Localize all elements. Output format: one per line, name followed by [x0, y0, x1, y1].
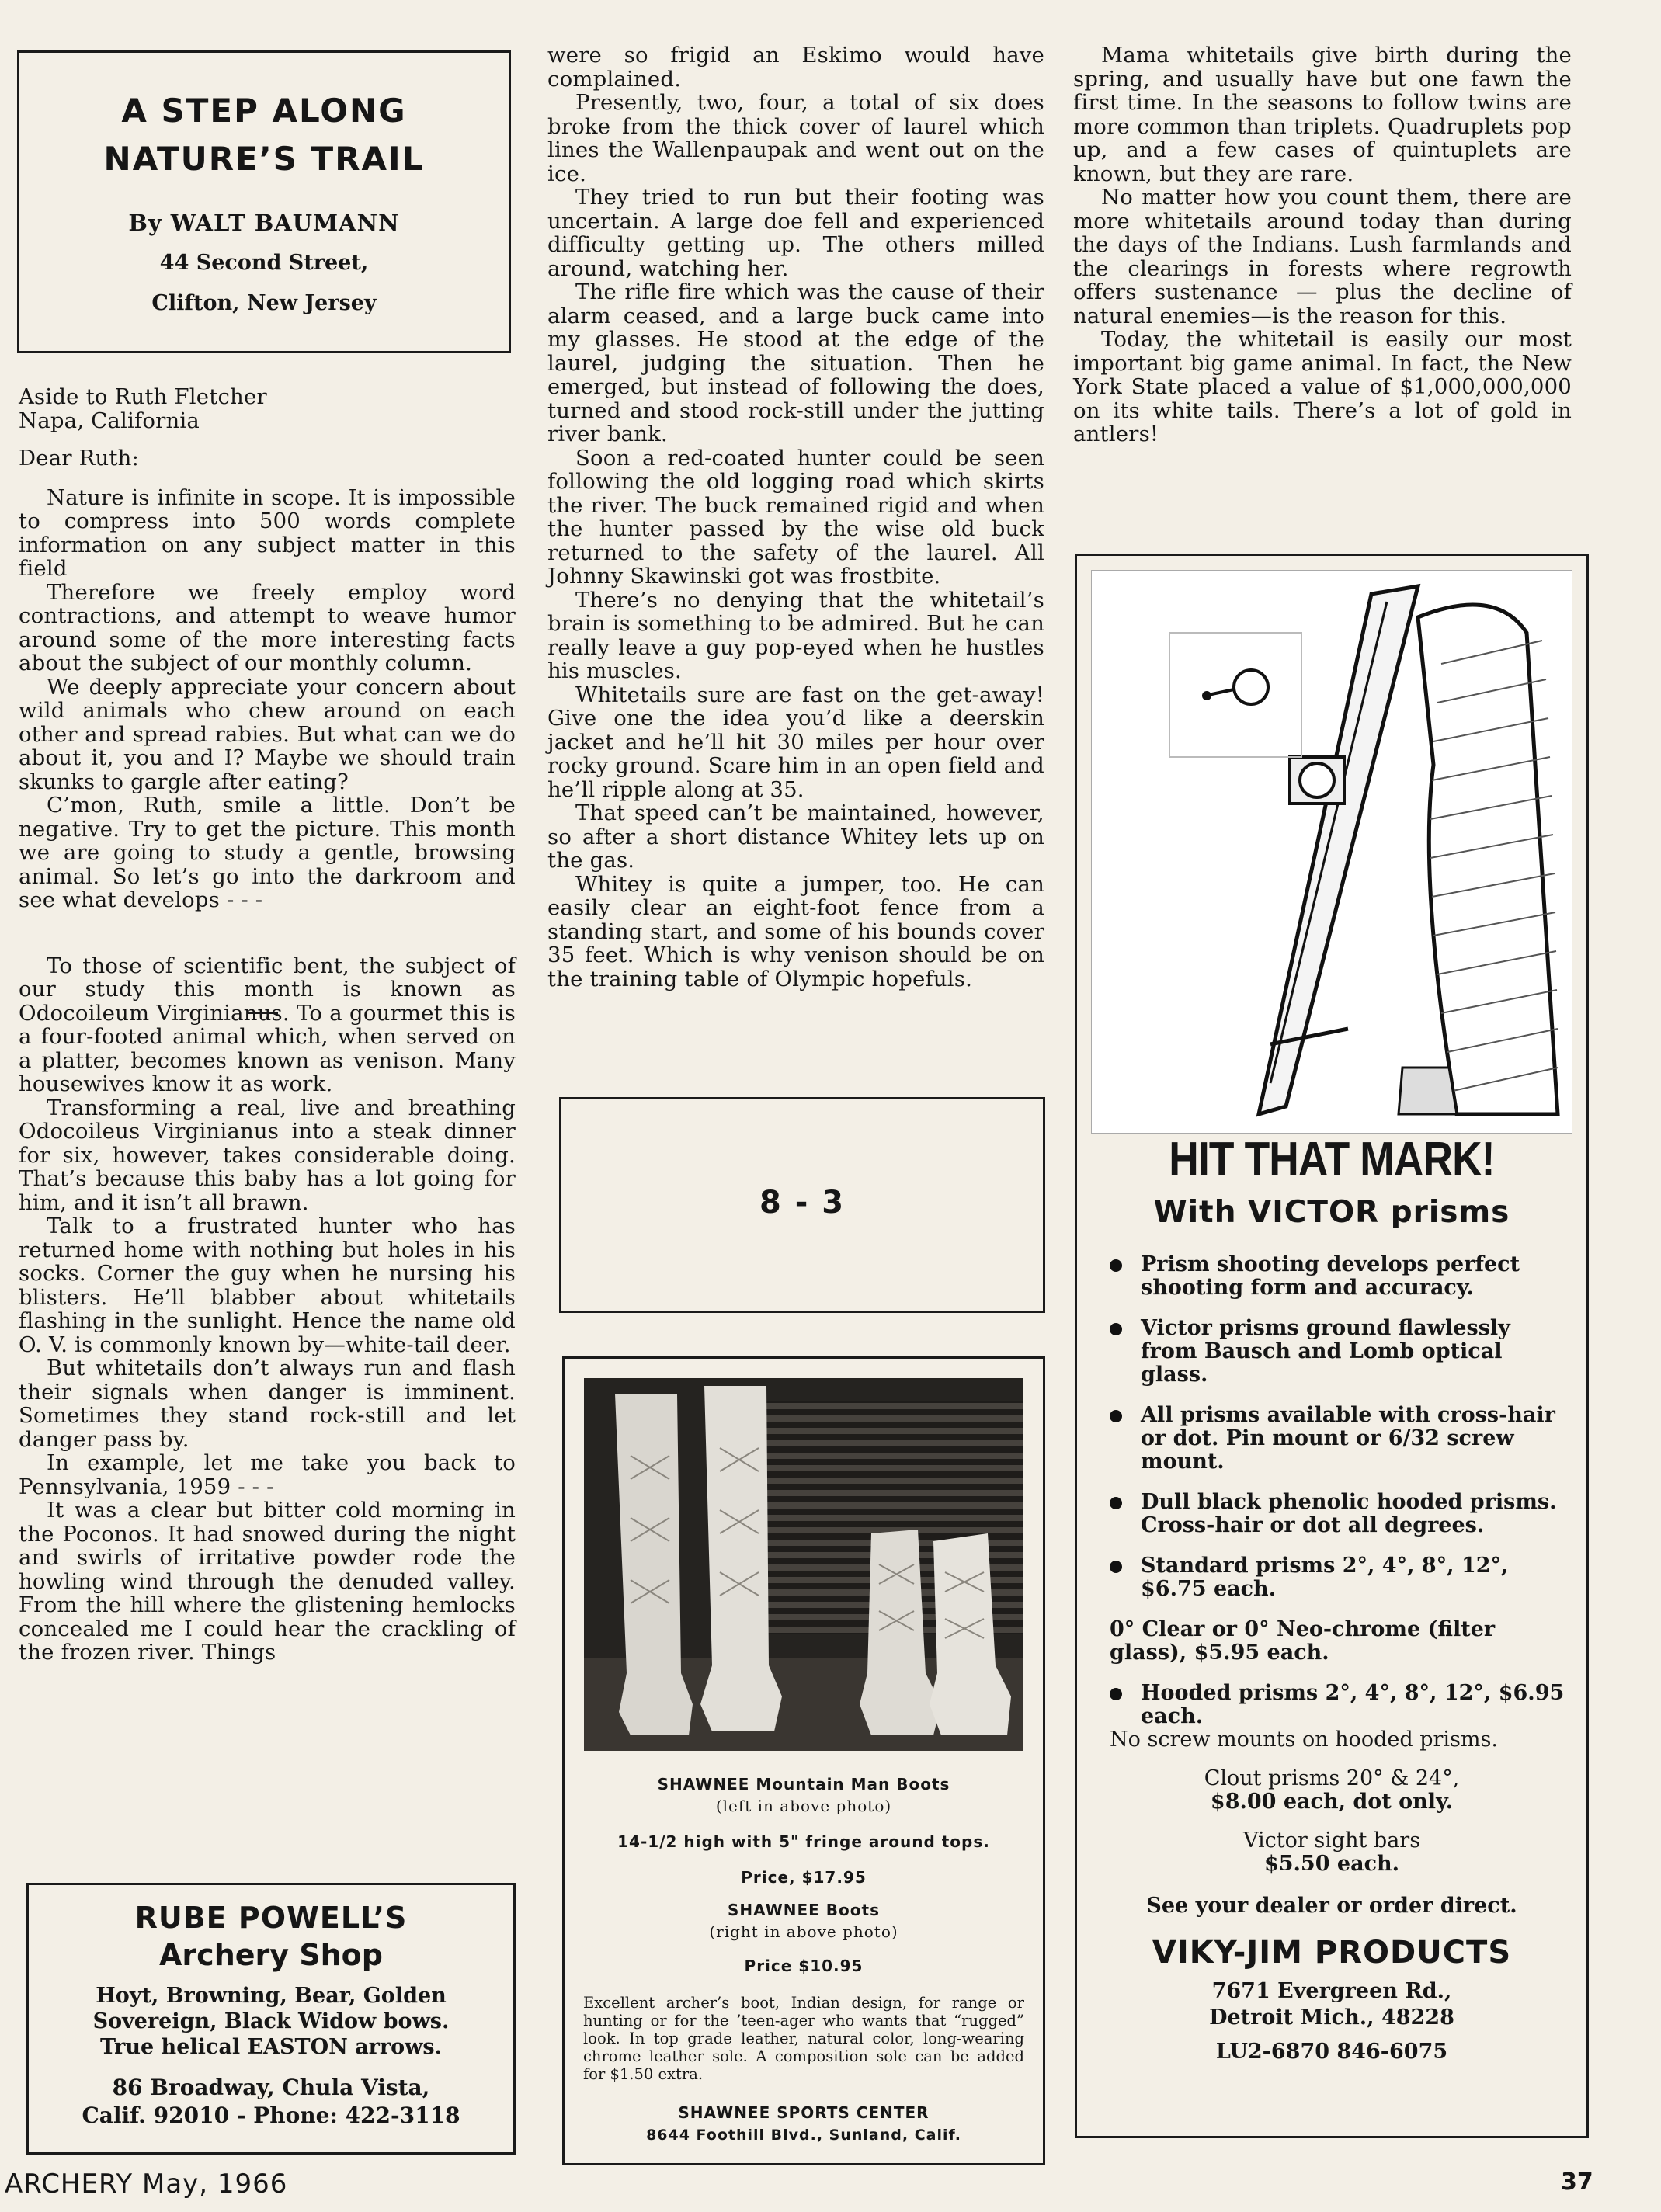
paragraph: Transforming a real, live and breathing Odocoileus Virginianus into a steak dinner for six, however, takes considerable doing. That’s because this baby has a lot going for him, and it isn’t all brawn. [19, 1095, 516, 1215]
paragraph: It was a clear but bitter cold morning in the Poconos. It had snowed during the night and swirls of irritative powder rode the howling wind through the denuded valley. From the hill where the glistening hemlocks concealed me I could hear the crackling of the frozen river. Things [19, 1498, 516, 1665]
aside-location: Napa, California [19, 408, 200, 433]
paragraph: There’s no denying that the whitetail’s brain is something to be admired. But he can really leave a guy pop-eyed when he hustles his muscles. [547, 587, 1044, 683]
paragraph: C’mon, Ruth, smile a little. Don’t be negative. Try to get the picture. This month we are going to study a gentle, browsing animal. So let’s go into the darkroom and see what develops - - - [19, 793, 516, 912]
author-address-1: 44 Second Street, [159, 251, 369, 275]
article-title-line-2: NATURE’S TRAIL [103, 140, 425, 178]
rube-ad-phone: Calif. 92010 - Phone: 422-3118 [82, 2103, 460, 2128]
victor-prisms-ad [1075, 554, 1589, 2138]
paragraph: The rifle fire which was the cause of their alarm ceased, and a large buck came into my glasses. He stood at the edge of the laurel, judging the situation. Then he emerged, but instead of following the does, turned and stood rock-still under the jutting river bank. [547, 280, 1044, 446]
rube-ad-name: RUBE POWELL’S [134, 1901, 408, 1935]
paragraph: To those of scientific bent, the subject of our study this month is known as Odocoileum Virginianus. To a gourmet this is a four-footed animal which, when served on a platter, becomes known as venison. Many housewives know it as work. [19, 953, 516, 1096]
paragraph: They tried to run but their footing was uncertain. A large doe fell and experienced difficulty getting up. The others milled around, watching her. [547, 185, 1044, 281]
company-phones: LU2-6870 846-6075 [1215, 2040, 1448, 2064]
boots-photo [584, 1378, 1023, 1751]
boots-caption-1: SHAWNEE Mountain Man Boots [657, 1775, 950, 1794]
victor-bullet-text: Hooded prisms 2°, 4°, 8°, 12°, $6.95 each. [1141, 1681, 1565, 1728]
sight-bars: Victor sight bars [1242, 1828, 1421, 1853]
paragraph: Today, the whitetail is easily our most important big game animal. In fact, the New York State placed a value of $1,000,000,000 on its white tails. There’s a lot of gold in antlers! [1073, 327, 1572, 446]
paragraph: Presently, two, four, a total of six does broke from the thick cover of laurel which lines the Wallenpaupak and went out on the ice. [547, 90, 1044, 186]
boots-price-2: Price $10.95 [744, 1957, 864, 1975]
bullet-icon [1110, 1410, 1122, 1422]
company-address-1: 7671 Evergreen Rd., [1211, 1979, 1452, 2003]
placeholder-box [559, 1097, 1045, 1313]
victor-headline: HIT THAT MARK! [1169, 1133, 1495, 1186]
clout-prisms: Clout prisms 20° & 24°, [1204, 1766, 1460, 1790]
bullet-icon [1110, 1323, 1122, 1335]
bow-sight-illustration [1092, 571, 1573, 1134]
rube-powell-ad [26, 1883, 516, 2155]
article-title-box [17, 50, 511, 353]
paragraph: But whitetails don’t always run and flash their signals when danger is imminent. Sometimes they stand rock-still and let danger pass by. [19, 1356, 516, 1452]
clout-price: $8.00 each, dot only. [1210, 1790, 1454, 1814]
victor-bullet-text: Victor prisms ground flawlessly from Bausch and Lomb optical glass. [1141, 1316, 1510, 1387]
victor-line-text: 0° Clear or 0° Neo-chrome (filter glass), $5.95 each. [1110, 1617, 1496, 1665]
bullet-icon [1110, 1497, 1122, 1509]
victor-bullet-text: Prism shooting develops perfect shooting form and accuracy. [1141, 1252, 1520, 1300]
paragraph: Whitey is quite a jumper, too. He can easily clear an eight-foot fence from a standing start, and some of his bounds cover 35 feet. Which is why venison should be on the training table of Olympic hopefuls. [547, 871, 1044, 991]
victor-bullet-text: Dull black phenolic hooded prisms. Cross-hair or dot all degrees. [1141, 1490, 1557, 1537]
article-column-1 [19, 385, 516, 1665]
bullet-icon [1110, 1688, 1122, 1700]
greeting: Dear Ruth: [19, 446, 140, 471]
boots-description: Excellent archer’s boot, Indian design, for range or hunting or for the ’teen-ager who wants that “rugged” look. In top grade leather, natural color, long-wearing chrome leather sole. A composition sole can be added for $1.50 extra. [583, 1994, 1024, 2083]
paragraph: Nature is infinite in scope. It is impossible to compress into 500 words complete information on any subject matter in this field [19, 484, 516, 581]
victor-bullet-text: All prisms available with cross-hair or dot. Pin mount or 6/32 screw mount. [1141, 1403, 1555, 1474]
page-number: 37 [1561, 2169, 1593, 2196]
victor-bullet [1077, 1317, 1586, 1387]
company-address-2: Detroit Mich., 48228 [1209, 2005, 1454, 2030]
paragraph: We deeply appreciate your concern about wild animals who chew around on each other and spread rabies. But what can we do about it, you and I? Maybe we should train skunks to gargle after eating? [19, 674, 516, 794]
victor-bullet [1077, 1554, 1586, 1601]
victor-bullet [1077, 1404, 1586, 1474]
bullet-icon [1110, 1259, 1122, 1272]
paragraph: That speed can’t be maintained, however, so after a short distance Whitey lets up on the gas. [547, 800, 1044, 873]
rube-ad-shop: Archery Shop [159, 1938, 383, 1972]
company-name: VIKY-JIM PRODUCTS [1152, 1935, 1512, 1971]
paragraph: In example, let me take you back to Pennsylvania, 1959 - - - [19, 1450, 516, 1499]
boots-caption-2: SHAWNEE Boots [728, 1901, 880, 1919]
victor-bullet [1077, 1682, 1586, 1728]
victor-bullet [1077, 1253, 1586, 1300]
boots-caption-1-note: (left in above photo) [715, 1797, 892, 1815]
aside-name: Aside to Ruth Fletcher [19, 384, 267, 409]
store-address: 8644 Foothill Blvd., Sunland, Calif. [646, 2127, 961, 2144]
author-address-2: Clifton, New Jersey [151, 291, 377, 315]
paragraph: No matter how you count them, there are more whitetails around today than during the days of the Indians. Lush farmlands and the clearings in forests where regrowth offers sustenance — plus the decline of natural enemies—is the reason for this. [1073, 185, 1572, 328]
paragraph: Mama whitetails give birth during the spring, and usually have but one fawn the first time. In the seasons to follow twins are more common than triplets. Quadruplets pop up, and a few cases of quintuplets are known, but they are rare. [1073, 43, 1572, 186]
bullet-icon [1110, 1561, 1122, 1573]
boots-illustration [584, 1378, 1023, 1751]
victor-bullet [1077, 1491, 1586, 1537]
bow-sight-diagram [1091, 570, 1572, 1134]
rube-ad-address: 86 Broadway, Chula Vista, [112, 2075, 430, 2100]
paragraph: Soon a red-coated hunter could be seen following the old logging road which skirts the river. The buck remained rigid and when the hunter passed by the wise old buck returned to the safety of the laurel. All Johnny Skawinski got was frostbite. [547, 445, 1044, 589]
article-column-3 [1073, 43, 1572, 446]
rube-ad-line: Sovereign, Black Widow bows. [92, 2009, 450, 2033]
rube-ad-line: Hoyt, Browning, Bear, Golden [96, 1984, 447, 2008]
victor-bullet-text: Standard prisms 2°, 4°, 8°, 12°, $6.75 each. [1141, 1554, 1509, 1601]
article-column-2 [547, 43, 1044, 991]
rube-ad-line: True helical EASTON arrows. [100, 2035, 442, 2059]
byline: By WALT BAUMANN [128, 210, 400, 236]
paragraph: Talk to a frustrated hunter who has returned home with nothing but holes in his socks. Corner the guy when he nursing his blisters. He’ll blabber about whitetails flashing in the sunlight. Hence the name old O. V. is commonly known by—white-tail deer. [19, 1214, 516, 1357]
section-divider [247, 1012, 278, 1014]
store-name: SHAWNEE SPORTS CENTER [678, 2103, 930, 2122]
boots-price-1: Price, $17.95 [741, 1868, 867, 1887]
shawnee-boots-ad [562, 1356, 1045, 2165]
boots-height-note: 14-1/2 high with 5" fringe around tops. [617, 1832, 990, 1851]
box-label: 8 - 3 [759, 1185, 846, 1221]
boots-caption-2-note: (right in above photo) [709, 1922, 898, 1941]
hooded-note: No screw mounts on hooded prisms. [1110, 1728, 1498, 1752]
sight-bars-price: $5.50 each. [1263, 1852, 1400, 1876]
victor-subhead: With VICTOR prisms [1153, 1195, 1510, 1230]
paragraph: Therefore we freely employ word contractions, and attempt to weave humor around some of the more interesting facts about the subject of our monthly column. [19, 579, 516, 675]
article-title-line-1: A STEP ALONG [121, 92, 407, 130]
paragraph: Whitetails sure are fast on the get-away! Give one the idea you’d like a deerskin jacket and he’ll hit 30 miles per hour over rocky ground. Scare him in an open field and he’ll ripple along at 35. [547, 682, 1044, 802]
dealer-note: See your dealer or order direct. [1146, 1894, 1517, 1918]
magazine-footer: ARCHERY May, 1966 [5, 2169, 288, 2200]
paragraph: were so frigid an Eskimo would have complained. [547, 43, 1044, 92]
victor-line [1077, 1618, 1586, 1665]
